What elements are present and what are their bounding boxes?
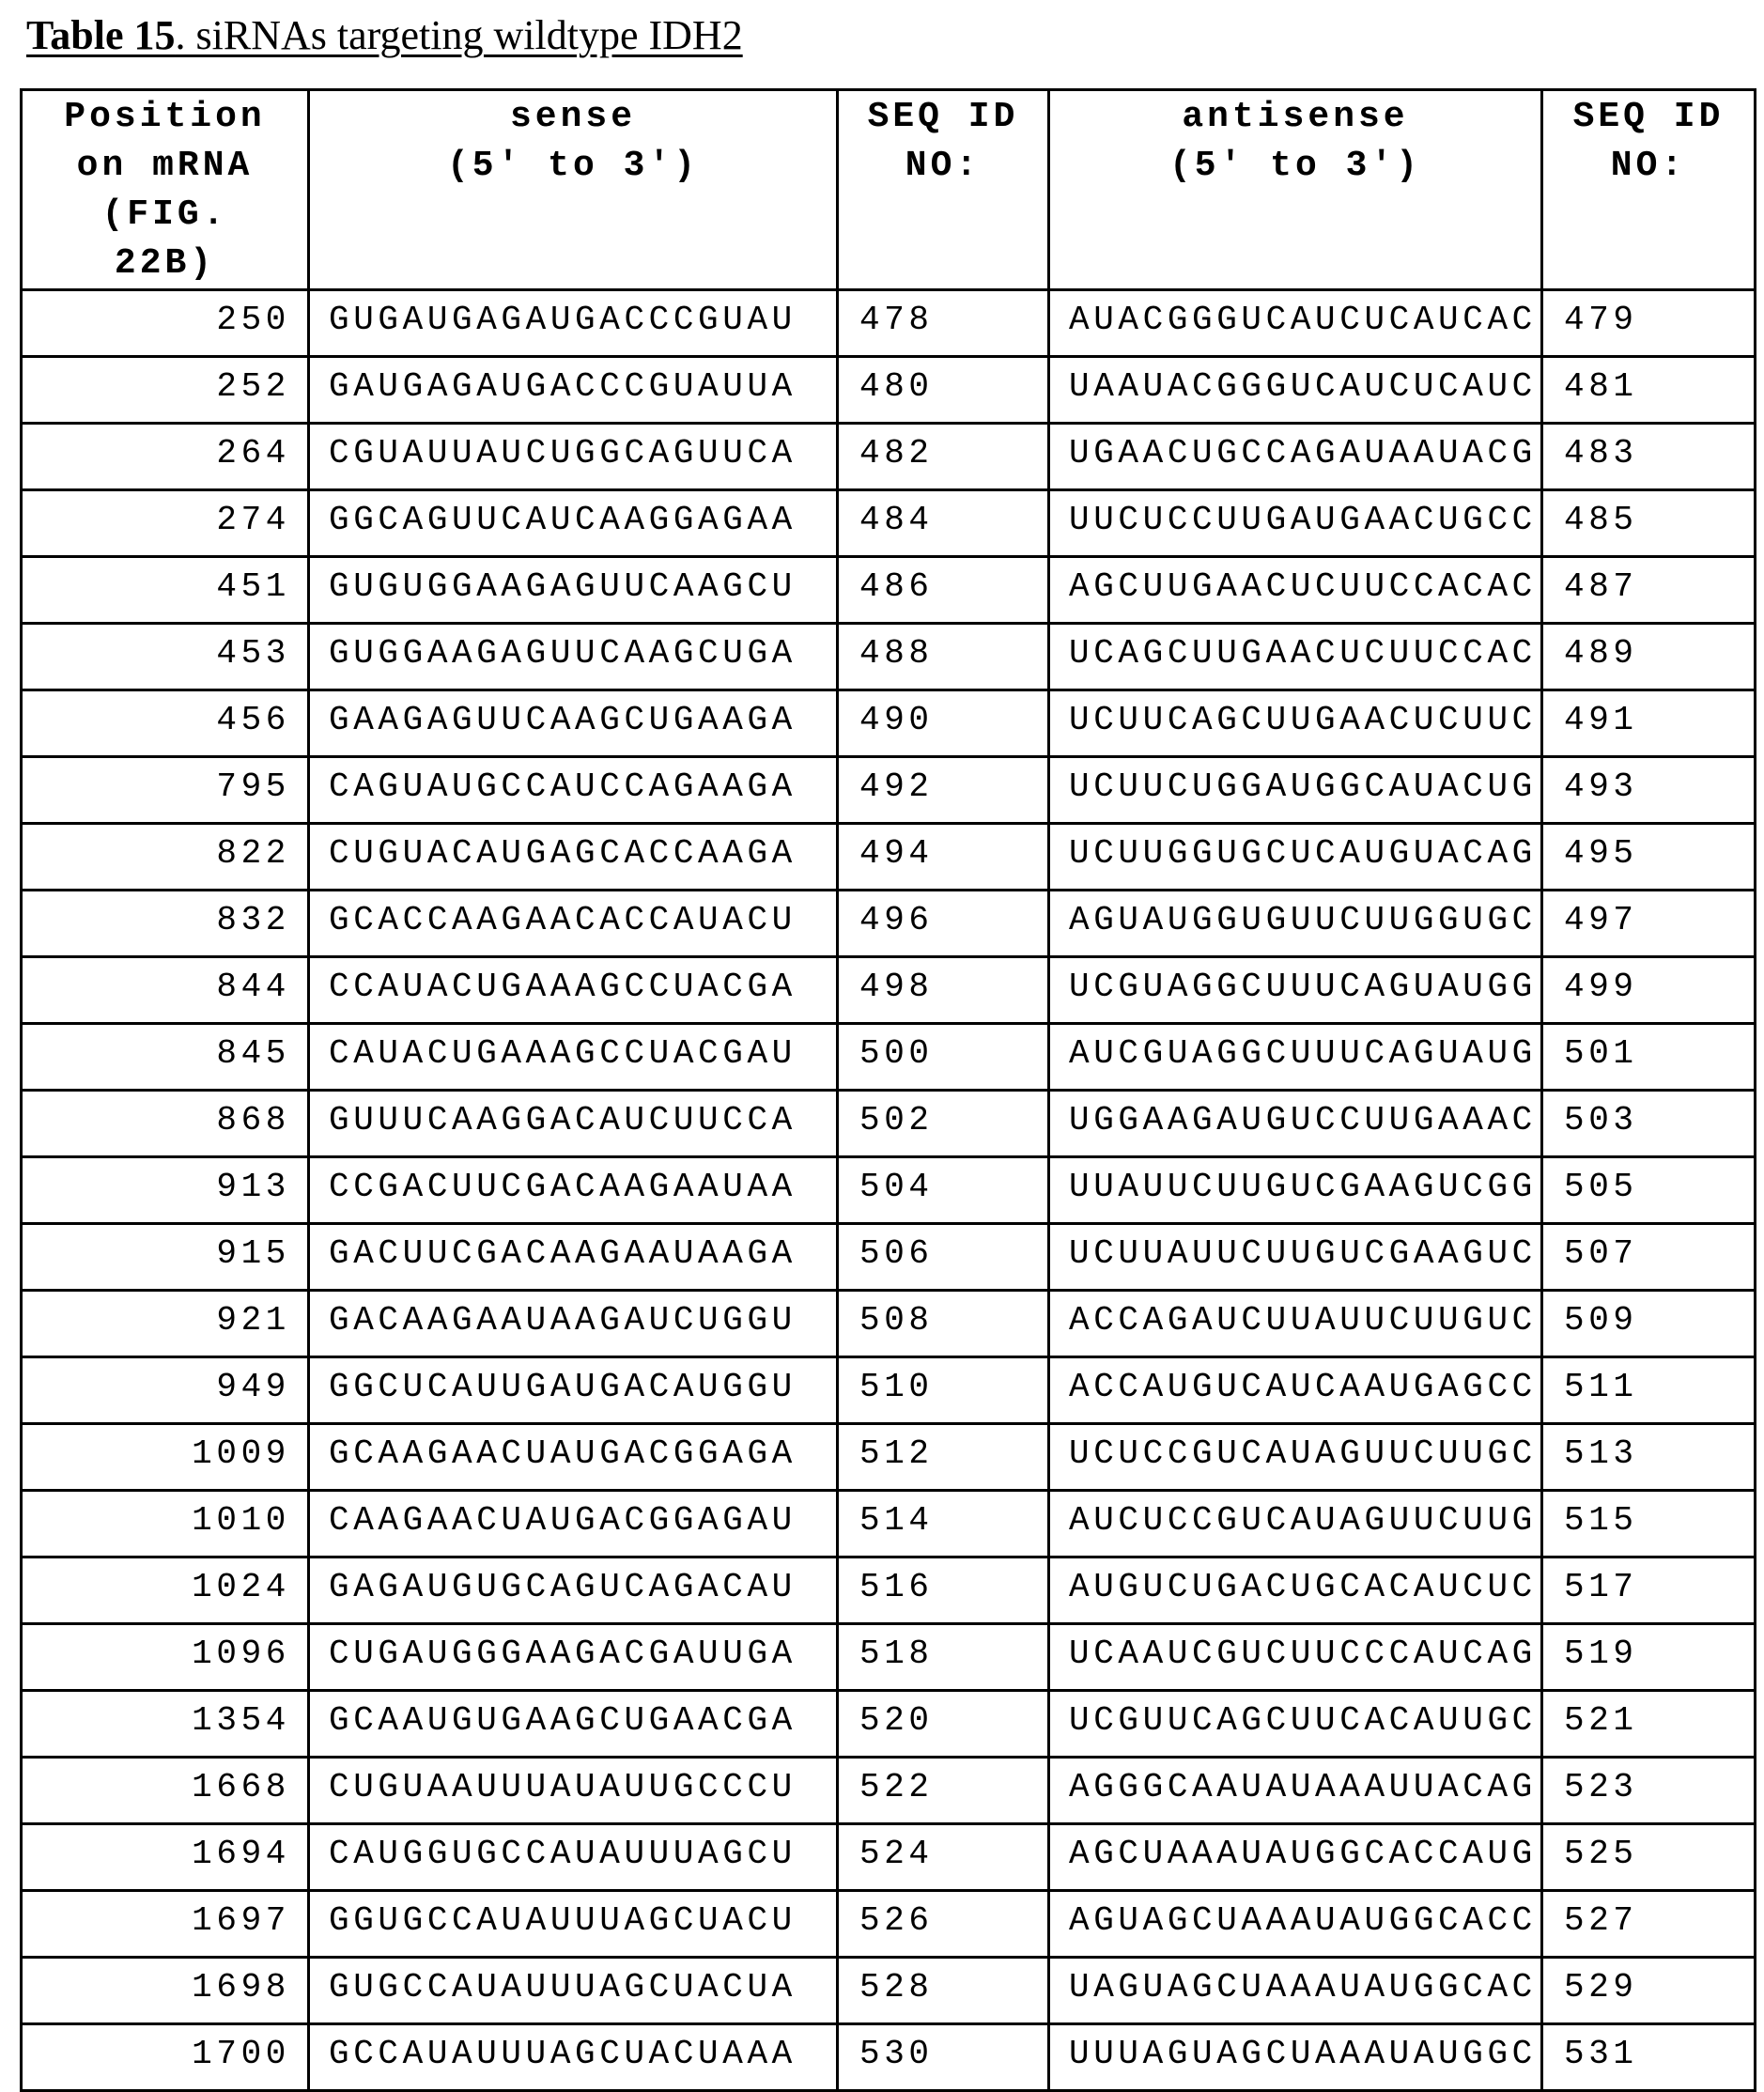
position-cell: 1698 (22, 1958, 309, 2024)
table-row (22, 557, 1756, 624)
sense-sequence-cell: CCAUACUGAAAGCCUACGA (309, 957, 838, 1024)
antisense-seq-id-cell: 521 (1542, 1691, 1756, 1758)
sense-sequence-cell: GAGAUGUGCAGUCAGACAU (309, 1557, 838, 1624)
table-title (26, 11, 743, 59)
antisense-seq-id-cell: 507 (1542, 1224, 1756, 1291)
header-line: NO: (1543, 142, 1754, 191)
header-sense (309, 90, 838, 290)
table-caption: . siRNAs targeting wildtype IDH2 (176, 12, 743, 58)
antisense-seq-id-cell: 505 (1542, 1157, 1756, 1224)
position-cell: 868 (22, 1091, 309, 1157)
sense-sequence-cell: CAUGGUGCCAUAUUUAGCU (309, 1824, 838, 1891)
sense-sequence-cell: CUGUACAUGAGCACCAAGA (309, 824, 838, 891)
table-row (22, 1758, 1756, 1824)
header-line: 22B) (23, 240, 307, 288)
sense-seq-id-cell: 512 (838, 1424, 1049, 1491)
sense-sequence-cell: GACUUCGACAAGAAUAAGA (309, 1224, 838, 1291)
antisense-seq-id-cell: 491 (1542, 690, 1756, 757)
sense-sequence-cell: GGCUCAUUGAUGACAUGGU (309, 1357, 838, 1424)
position-cell: 949 (22, 1357, 309, 1424)
antisense-sequence-cell: UCGUAGGCUUUCAGUAUGG (1049, 957, 1542, 1024)
table-row (22, 1424, 1756, 1491)
antisense-seq-id-cell: 493 (1542, 757, 1756, 824)
table-row (22, 1624, 1756, 1691)
antisense-sequence-cell: AUCUCCGUCAUAGUUCUUG (1049, 1491, 1542, 1557)
antisense-seq-id-cell: 499 (1542, 957, 1756, 1024)
sense-sequence-cell: GUGGAAGAGUUCAAGCUGA (309, 624, 838, 690)
position-cell: 822 (22, 824, 309, 891)
sense-seq-id-cell: 480 (838, 357, 1049, 424)
sense-sequence-cell: GUGUGGAAGAGUUCAAGCU (309, 557, 838, 624)
antisense-sequence-cell: UAGUAGCUAAAUAUGGCAC (1049, 1958, 1542, 2024)
position-cell: 453 (22, 624, 309, 690)
table-row (22, 424, 1756, 490)
antisense-sequence-cell: AGUAUGGUGUUCUUGGUGC (1049, 891, 1542, 957)
table-row (22, 624, 1756, 690)
antisense-sequence-cell: UUCUCCUUGAUGAACUGCC (1049, 490, 1542, 557)
antisense-seq-id-cell: 503 (1542, 1091, 1756, 1157)
sense-seq-id-cell: 490 (838, 690, 1049, 757)
antisense-sequence-cell: AGUAGCUAAAUAUGGCACC (1049, 1891, 1542, 1958)
sense-seq-id-cell: 496 (838, 891, 1049, 957)
position-cell: 845 (22, 1024, 309, 1091)
antisense-sequence-cell: ACCAGAUCUUAUUCUUGUC (1049, 1291, 1542, 1357)
sense-seq-id-cell: 520 (838, 1691, 1049, 1758)
table-row (22, 957, 1756, 1024)
header-line: on mRNA (23, 142, 307, 191)
header-line: antisense (1050, 93, 1540, 142)
sense-seq-id-cell: 498 (838, 957, 1049, 1024)
position-cell: 1096 (22, 1624, 309, 1691)
antisense-sequence-cell: UCAGCUUGAACUCUUCCAC (1049, 624, 1542, 690)
table-row (22, 490, 1756, 557)
position-cell: 456 (22, 690, 309, 757)
antisense-seq-id-cell: 519 (1542, 1624, 1756, 1691)
position-cell: 913 (22, 1157, 309, 1224)
position-cell: 795 (22, 757, 309, 824)
sense-sequence-cell: GAUGAGAUGACCCGUAUUA (309, 357, 838, 424)
position-cell: 264 (22, 424, 309, 490)
antisense-sequence-cell: UCGUUCAGCUUCACAUUGC (1049, 1691, 1542, 1758)
position-cell: 1024 (22, 1557, 309, 1624)
table-row (22, 824, 1756, 891)
antisense-seq-id-cell: 511 (1542, 1357, 1756, 1424)
antisense-sequence-cell: AUCGUAGGCUUUCAGUAUG (1049, 1024, 1542, 1091)
sense-seq-id-cell: 510 (838, 1357, 1049, 1424)
sense-seq-id-cell: 508 (838, 1291, 1049, 1357)
header-antisense (1049, 90, 1542, 290)
table-row (22, 1357, 1756, 1424)
sense-seq-id-cell: 530 (838, 2024, 1049, 2091)
antisense-sequence-cell: AGCUAAAUAUGGCACCAUG (1049, 1824, 1542, 1891)
antisense-sequence-cell: UCUUCAGCUUGAACUCUUC (1049, 690, 1542, 757)
antisense-sequence-cell: AGCUUGAACUCUUCCACAC (1049, 557, 1542, 624)
sense-sequence-cell: CGUAUUAUCUGGCAGUUCA (309, 424, 838, 490)
antisense-sequence-cell: UCUUGGUGCUCAUGUACAG (1049, 824, 1542, 891)
sense-seq-id-cell: 486 (838, 557, 1049, 624)
antisense-sequence-cell: UCUUCUGGAUGGCAUACUG (1049, 757, 1542, 824)
position-cell: 1009 (22, 1424, 309, 1491)
header-line: (5' to 3') (310, 142, 836, 191)
antisense-sequence-cell: ACCAUGUCAUCAAUGAGCC (1049, 1357, 1542, 1424)
antisense-seq-id-cell: 489 (1542, 624, 1756, 690)
table-row (22, 1891, 1756, 1958)
antisense-sequence-cell: UGGAAGAUGUCCUUGAAAC (1049, 1091, 1542, 1157)
sense-sequence-cell: CAUACUGAAAGCCUACGAU (309, 1024, 838, 1091)
sense-sequence-cell: CAGUAUGCCAUCCAGAAGA (309, 757, 838, 824)
position-cell: 1010 (22, 1491, 309, 1557)
antisense-seq-id-cell: 479 (1542, 290, 1756, 357)
antisense-seq-id-cell: 525 (1542, 1824, 1756, 1891)
antisense-sequence-cell: UGAACUGCCAGAUAAUACG (1049, 424, 1542, 490)
antisense-seq-id-cell: 485 (1542, 490, 1756, 557)
position-cell: 1668 (22, 1758, 309, 1824)
table-row (22, 1224, 1756, 1291)
table-label: Table 15 (26, 12, 176, 58)
position-cell: 274 (22, 490, 309, 557)
antisense-seq-id-cell: 527 (1542, 1891, 1756, 1958)
antisense-seq-id-cell: 517 (1542, 1557, 1756, 1624)
sense-sequence-cell: GCAAUGUGAAGCUGAACGA (309, 1691, 838, 1758)
sense-seq-id-cell: 500 (838, 1024, 1049, 1091)
antisense-seq-id-cell: 501 (1542, 1024, 1756, 1091)
antisense-sequence-cell: UCUCCGUCAUAGUUCUUGC (1049, 1424, 1542, 1491)
antisense-seq-id-cell: 483 (1542, 424, 1756, 490)
sense-sequence-cell: GGCAGUUCAUCAAGGAGAA (309, 490, 838, 557)
table-row (22, 290, 1756, 357)
header-line: Position (23, 93, 307, 142)
sense-seq-id-cell: 484 (838, 490, 1049, 557)
sense-seq-id-cell: 524 (838, 1824, 1049, 1891)
sense-seq-id-cell: 502 (838, 1091, 1049, 1157)
sense-sequence-cell: GCACCAAGAACACCAUACU (309, 891, 838, 957)
position-cell: 1697 (22, 1891, 309, 1958)
antisense-sequence-cell: AGGGCAAUAUAAAUUACAG (1049, 1758, 1542, 1824)
header-sense-seq-id (838, 90, 1049, 290)
header-row (22, 90, 1756, 290)
sense-sequence-cell: CUGAUGGGAAGACGAUUGA (309, 1624, 838, 1691)
antisense-seq-id-cell: 515 (1542, 1491, 1756, 1557)
antisense-seq-id-cell: 495 (1542, 824, 1756, 891)
position-cell: 921 (22, 1291, 309, 1357)
antisense-seq-id-cell: 513 (1542, 1424, 1756, 1491)
sense-seq-id-cell: 492 (838, 757, 1049, 824)
antisense-seq-id-cell: 523 (1542, 1758, 1756, 1824)
sense-seq-id-cell: 504 (838, 1157, 1049, 1224)
antisense-sequence-cell: UUUAGUAGCUAAAUAUGGC (1049, 2024, 1542, 2091)
sense-sequence-cell: GAAGAGUUCAAGCUGAAGA (309, 690, 838, 757)
sense-sequence-cell: CUGUAAUUUAUAUUGCCCU (309, 1758, 838, 1824)
position-cell: 832 (22, 891, 309, 957)
antisense-seq-id-cell: 487 (1542, 557, 1756, 624)
sense-sequence-cell: CAAGAACUAUGACGGAGAU (309, 1491, 838, 1557)
table-row (22, 690, 1756, 757)
header-line: sense (310, 93, 836, 142)
header-line: SEQ ID (839, 93, 1047, 142)
table-row (22, 1291, 1756, 1357)
table-row (22, 1691, 1756, 1758)
table-row (22, 1091, 1756, 1157)
sense-seq-id-cell: 506 (838, 1224, 1049, 1291)
sirna-table (20, 88, 1756, 2092)
antisense-sequence-cell: AUGUCUGACUGCACAUCUC (1049, 1557, 1542, 1624)
antisense-seq-id-cell: 531 (1542, 2024, 1756, 2091)
antisense-sequence-cell: UCUUAUUCUUGUCGAAGUC (1049, 1224, 1542, 1291)
header-antisense-seq-id (1542, 90, 1756, 290)
position-cell: 451 (22, 557, 309, 624)
antisense-seq-id-cell: 529 (1542, 1958, 1756, 2024)
position-cell: 1700 (22, 2024, 309, 2091)
sense-seq-id-cell: 518 (838, 1624, 1049, 1691)
position-cell: 915 (22, 1224, 309, 1291)
table-row (22, 1958, 1756, 2024)
antisense-seq-id-cell: 497 (1542, 891, 1756, 957)
position-cell: 252 (22, 357, 309, 424)
sense-seq-id-cell: 488 (838, 624, 1049, 690)
sense-seq-id-cell: 478 (838, 290, 1049, 357)
header-position (22, 90, 309, 290)
antisense-seq-id-cell: 509 (1542, 1291, 1756, 1357)
sense-seq-id-cell: 516 (838, 1557, 1049, 1624)
sense-sequence-cell: GACAAGAAUAAGAUCUGGU (309, 1291, 838, 1357)
sense-sequence-cell: GGUGCCAUAUUUAGCUACU (309, 1891, 838, 1958)
antisense-sequence-cell: UAAUACGGGUCAUCUCAUC (1049, 357, 1542, 424)
header-line: NO: (839, 142, 1047, 191)
position-cell: 844 (22, 957, 309, 1024)
header-line: SEQ ID (1543, 93, 1754, 142)
sense-sequence-cell: GCAAGAACUAUGACGGAGA (309, 1424, 838, 1491)
table-row (22, 1024, 1756, 1091)
sense-seq-id-cell: 528 (838, 1958, 1049, 2024)
table-row (22, 1824, 1756, 1891)
table-row (22, 1491, 1756, 1557)
table-row (22, 1157, 1756, 1224)
sense-seq-id-cell: 494 (838, 824, 1049, 891)
antisense-sequence-cell: AUACGGGUCAUCUCAUCAC (1049, 290, 1542, 357)
sense-sequence-cell: GUGAUGAGAUGACCCGUAU (309, 290, 838, 357)
header-line: (FIG. (23, 191, 307, 240)
header-line: (5' to 3') (1050, 142, 1540, 191)
sense-sequence-cell: GCCAUAUUUAGCUACUAAA (309, 2024, 838, 2091)
sense-seq-id-cell: 514 (838, 1491, 1049, 1557)
sense-seq-id-cell: 522 (838, 1758, 1049, 1824)
antisense-sequence-cell: UCAAUCGUCUUCCCAUCAG (1049, 1624, 1542, 1691)
sense-sequence-cell: CCGACUUCGACAAGAAUAA (309, 1157, 838, 1224)
table-row (22, 891, 1756, 957)
sense-sequence-cell: GUUUCAAGGACAUCUUCCA (309, 1091, 838, 1157)
antisense-sequence-cell: UUAUUCUUGUCGAAGUCGG (1049, 1157, 1542, 1224)
sense-seq-id-cell: 482 (838, 424, 1049, 490)
position-cell: 1354 (22, 1691, 309, 1758)
antisense-seq-id-cell: 481 (1542, 357, 1756, 424)
table-row (22, 357, 1756, 424)
sense-sequence-cell: GUGCCAUAUUUAGCUACUA (309, 1958, 838, 2024)
sense-seq-id-cell: 526 (838, 1891, 1049, 1958)
table-row (22, 757, 1756, 824)
position-cell: 250 (22, 290, 309, 357)
position-cell: 1694 (22, 1824, 309, 1891)
table-row (22, 1557, 1756, 1624)
table-row (22, 2024, 1756, 2091)
